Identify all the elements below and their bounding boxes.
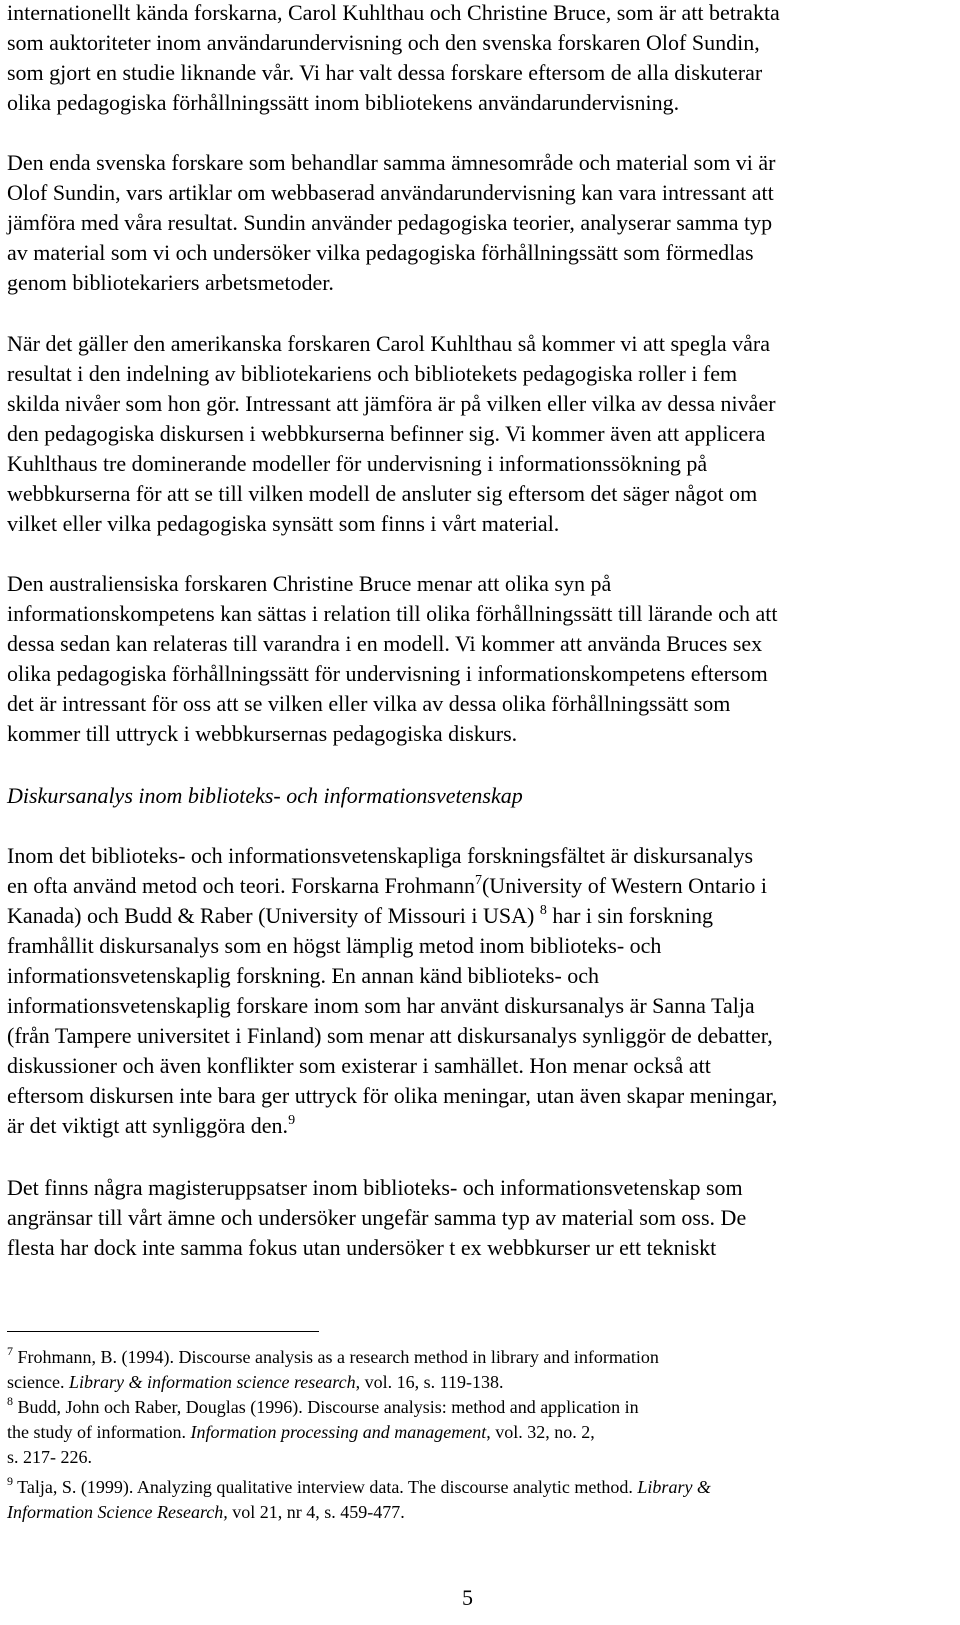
- text-line: resultat i den indelning av bibliotekariens och bibliotekets pedagogiska roller i fem: [7, 361, 738, 386]
- text-line: eftersom diskursen inte bara ger uttryck för olika meningar, utan även skapar meningar,: [7, 1083, 778, 1108]
- footnote-9-cont: [7, 1500, 405, 1525]
- text-line: som gjort en studie liknande vår. Vi har valt dessa forskare eftersom de alla diskuterar: [7, 60, 763, 85]
- text-line: framhållit diskursanalys som en högst lämplig metod inom biblioteks- och: [7, 933, 662, 958]
- text-line: den pedagogiska diskursen i webbkurserna befinner sig. Vi kommer även att applicera: [7, 421, 766, 446]
- text-line: diskussioner och även konflikter som existerar i samhället. Hon menar också att: [7, 1053, 711, 1078]
- footnote-number: 8: [7, 1394, 13, 1408]
- footnote-8-cont: [7, 1420, 595, 1445]
- text-line: [7, 901, 713, 931]
- text-line: [7, 1111, 295, 1141]
- text-span: Budd, John och Raber, Douglas (1996). Discourse analysis: method and application in: [13, 1397, 639, 1417]
- text-line: olika pedagogiska förhållningssätt för undervisning i informationskompetens eftersom: [7, 661, 768, 686]
- text-line: informationskompetens kan sättas i relation till olika förhållningssätt till lärande och att: [7, 601, 778, 626]
- text-line: informationsvetenskaplig forskare inom som har använt diskursanalys är Sanna Talja: [7, 993, 755, 1018]
- footnote-separator: [7, 1331, 319, 1332]
- footnote-number: 9: [7, 1474, 13, 1488]
- text-line: Den enda svenska forskare som behandlar samma ämnesområde och material som vi är: [7, 150, 776, 175]
- page-number: 5: [462, 1585, 473, 1610]
- text-line: webbkurserna för att se till vilken modell de ansluter sig eftersom det säger något om: [7, 481, 758, 506]
- text-line: genom bibliotekariers arbetsmetoder.: [7, 270, 334, 295]
- section-heading: Diskursanalys inom biblioteks- och informationsvetenskap: [7, 783, 523, 808]
- footnote-9: [7, 1475, 711, 1500]
- text-line: Det finns några magisteruppsatser inom biblioteks- och informationsvetenskap som: [7, 1175, 743, 1200]
- text-span: är det viktigt att synliggöra den.: [7, 1113, 289, 1138]
- text-line: informationsvetenskaplig forskning. En annan känd biblioteks- och: [7, 963, 600, 988]
- footnote-number: 7: [7, 1344, 13, 1358]
- journal-title: Library & information science research: [68, 1372, 356, 1392]
- text-line: [7, 871, 767, 901]
- text-span: science.: [7, 1372, 69, 1392]
- text-line: (från Tampere universitet i Finland) som menar att diskursanalys synliggör de debatter,: [7, 1023, 773, 1048]
- text-span: , vol. 16, s. 119-138.: [355, 1372, 504, 1392]
- text-span: en ofta använd metod och teori. Forskarna Frohmann: [7, 873, 475, 898]
- text-line: jämföra med våra resultat. Sundin använder pedagogiska teorier, analyserar samma typ: [7, 210, 773, 235]
- text-line: som auktoriteter inom användarundervisning och den svenska forskaren Olof Sundin,: [7, 30, 760, 55]
- footnote-ref: 9: [288, 1112, 296, 1128]
- footnote-ref: 7: [474, 872, 482, 888]
- footnote-7: [7, 1345, 659, 1370]
- text-line: internationellt kända forskarna, Carol Kuhlthau och Christine Bruce, som är att betrakta: [7, 0, 780, 25]
- text-line: dessa sedan kan relateras till varandra i en modell. Vi kommer att använda Bruces sex: [7, 631, 763, 656]
- text-span: Kanada) och Budd & Raber (University of Missouri i USA): [7, 903, 540, 928]
- footnote-7-cont: [7, 1370, 503, 1395]
- text-line: skilda nivåer som hon gör. Intressant att jämföra är på vilken eller vilka av dessa nivåer: [7, 391, 776, 416]
- text-span: har i sin forskning: [546, 903, 714, 928]
- text-line: Kuhlthaus tre dominerande modeller för undervisning i informationssökning på: [7, 451, 708, 476]
- text-span: , vol. 32, no. 2,: [486, 1422, 595, 1442]
- text-line: När det gäller den amerikanska forskaren Carol Kuhlthau så kommer vi att spegla våra: [7, 331, 770, 356]
- journal-title: Information processing and management: [190, 1422, 487, 1442]
- text-line: vilket eller vilka pedagogiska synsätt som finns i vårt material.: [7, 511, 560, 536]
- text-line: av material som vi och undersöker vilka pedagogiska förhållningssätt som förmedlas: [7, 240, 754, 265]
- text-span: Frohmann, B. (1994). Discourse analysis as a research method in library and information: [13, 1347, 659, 1367]
- footnote-ref: 8: [539, 902, 547, 918]
- text-line: Den australiensiska forskaren Christine Bruce menar att olika syn på: [7, 571, 612, 596]
- journal-title: Information Science Research,: [7, 1502, 228, 1522]
- text-line: angränsar till vårt ämne och undersöker ungefär samma typ av material som oss. De: [7, 1205, 747, 1230]
- journal-title: Library &: [637, 1477, 711, 1497]
- text-line: Inom det biblioteks- och informationsvetenskapliga forskningsfältet är diskursanalys: [7, 843, 754, 868]
- text-line: flesta har dock inte samma fokus utan undersöker t ex webbkurser ur ett tekniskt: [7, 1235, 717, 1260]
- text-line: det är intressant för oss att se vilken eller vilka av dessa olika förhållningssätt som: [7, 691, 731, 716]
- text-span: Talja, S. (1999). Analyzing qualitative interview data. The discourse analytic method.: [13, 1477, 638, 1497]
- text-line: kommer till uttryck i webbkursernas pedagogiska diskurs.: [7, 721, 518, 746]
- text-span: (University of Western Ontario i: [481, 873, 767, 898]
- text-span: the study of information.: [7, 1422, 191, 1442]
- footnote-8-cont: s. 217- 226.: [7, 1447, 92, 1467]
- text-line: Olof Sundin, vars artiklar om webbaserad användarundervisning kan vara intressant att: [7, 180, 774, 205]
- text-span: vol 21, nr 4, s. 459-477.: [227, 1502, 405, 1522]
- footnote-8: [7, 1395, 639, 1420]
- text-line: olika pedagogiska förhållningssätt inom bibliotekens användarundervisning.: [7, 90, 680, 115]
